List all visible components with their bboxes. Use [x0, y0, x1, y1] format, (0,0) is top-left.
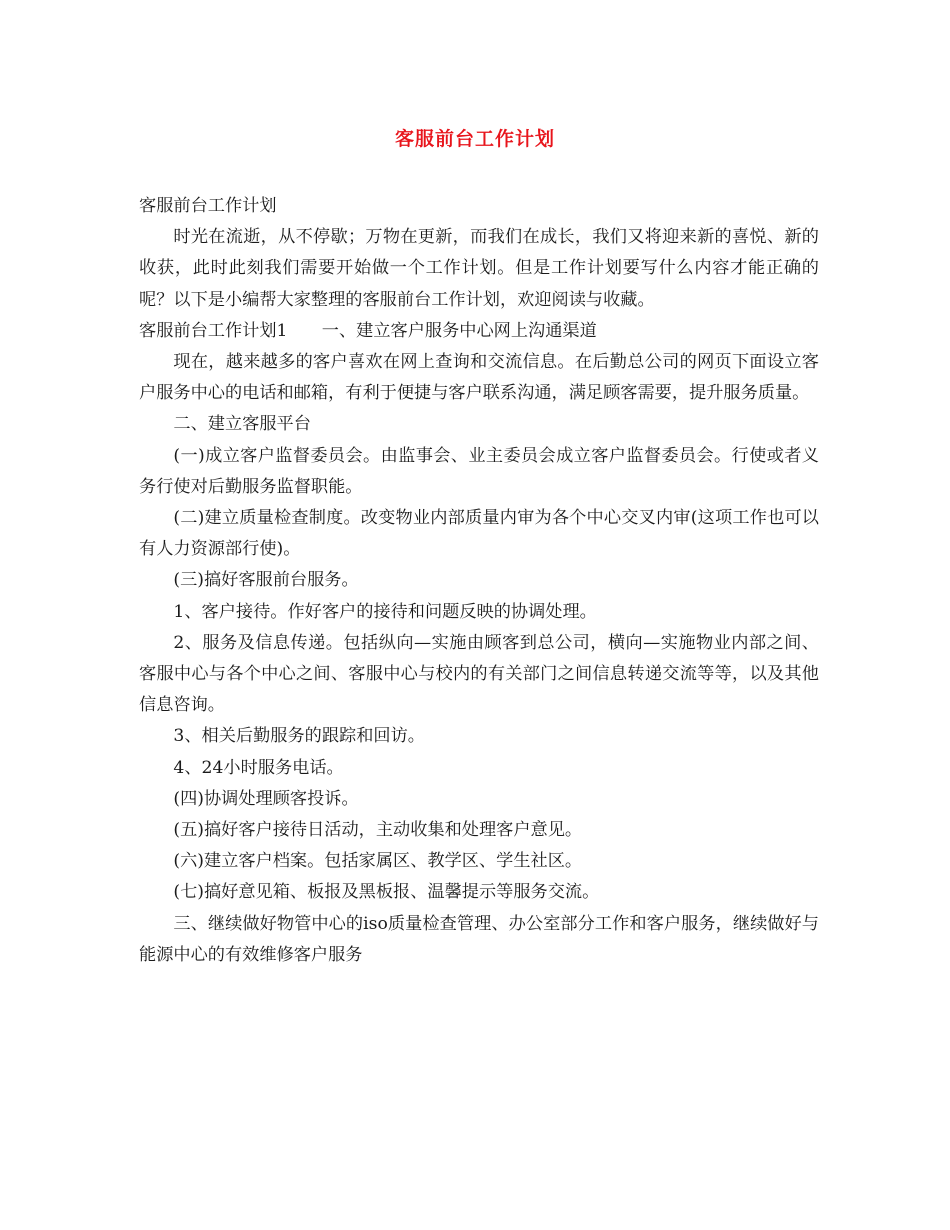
list-item: 3、相关后勤服务的跟踪和回访。 — [173, 726, 425, 747]
list-item: 1、客户接待。作好客户的接待和问题反映的协调处理。 — [173, 601, 597, 622]
paragraph: (六)建立客户档案。包括家属区、教学区、学生社区。 — [173, 851, 583, 872]
document-title: 客服前台工作计划 — [394, 128, 555, 150]
paragraph: (五)搞好客户接待日活动，主动收集和处理客户意见。 — [173, 820, 583, 841]
paragraph: 现在，越来越多的客户喜欢在网上查询和交流信息。在后勤总公司的网页下面设立客户服务中心的电话和邮箱，有利于便捷与客户联系沟通，满足顾客需要，提升服务质量。 — [139, 352, 819, 404]
paragraph: (七)搞好意见箱、板报及黑板报、温馨提示等服务交流。 — [173, 882, 600, 903]
paragraph: (三)搞好客服前台服务。 — [173, 570, 359, 591]
section-heading: 二、建立客服平台 — [173, 414, 311, 435]
paragraph: (二)建立质量检查制度。改变物业内部质量内审为各个中心交叉内审(这项工作也可以有人力资源部行使)。 — [139, 508, 819, 560]
paragraph: 客服前台工作计划1 一、建立客户服务中心网上沟通渠道 — [139, 320, 597, 341]
section-heading: 三、继续做好物管中心的iso质量检查管理、办公室部分工作和客户服务，继续做好与能源中心的有效维修客户服务 — [139, 913, 819, 965]
paragraph: (一)成立客户监督委员会。由监事会、业主委员会成立客户监督委员会。行使或者义务行使对后勤服务监督职能。 — [139, 445, 819, 497]
list-item: 2、服务及信息传递。包括纵向—实施由顾客到总公司，横向—实施物业内部之间、客服中心与各个中心之间、客服中心与校内的有关部门之间信息转递交流等等，以及其他信息咨询。 — [139, 632, 819, 716]
paragraph: (四)协调处理顾客投诉。 — [173, 788, 359, 809]
list-item: 4、24小时服务电话。 — [173, 757, 344, 778]
document-body — [139, 191, 819, 971]
paragraph: 客服前台工作计划 — [139, 196, 277, 216]
paragraph: 时光在流逝，从不停歇；万物在更新，而我们在成长，我们又将迎来新的喜悦、新的收获，此时此刻我们需要开始做一个工作计划。但是工作计划要写什么内容才能正确的呢？以下是小编帮大家整理的客服前台工作计划，欢迎阅读与收藏。 — [139, 227, 819, 310]
